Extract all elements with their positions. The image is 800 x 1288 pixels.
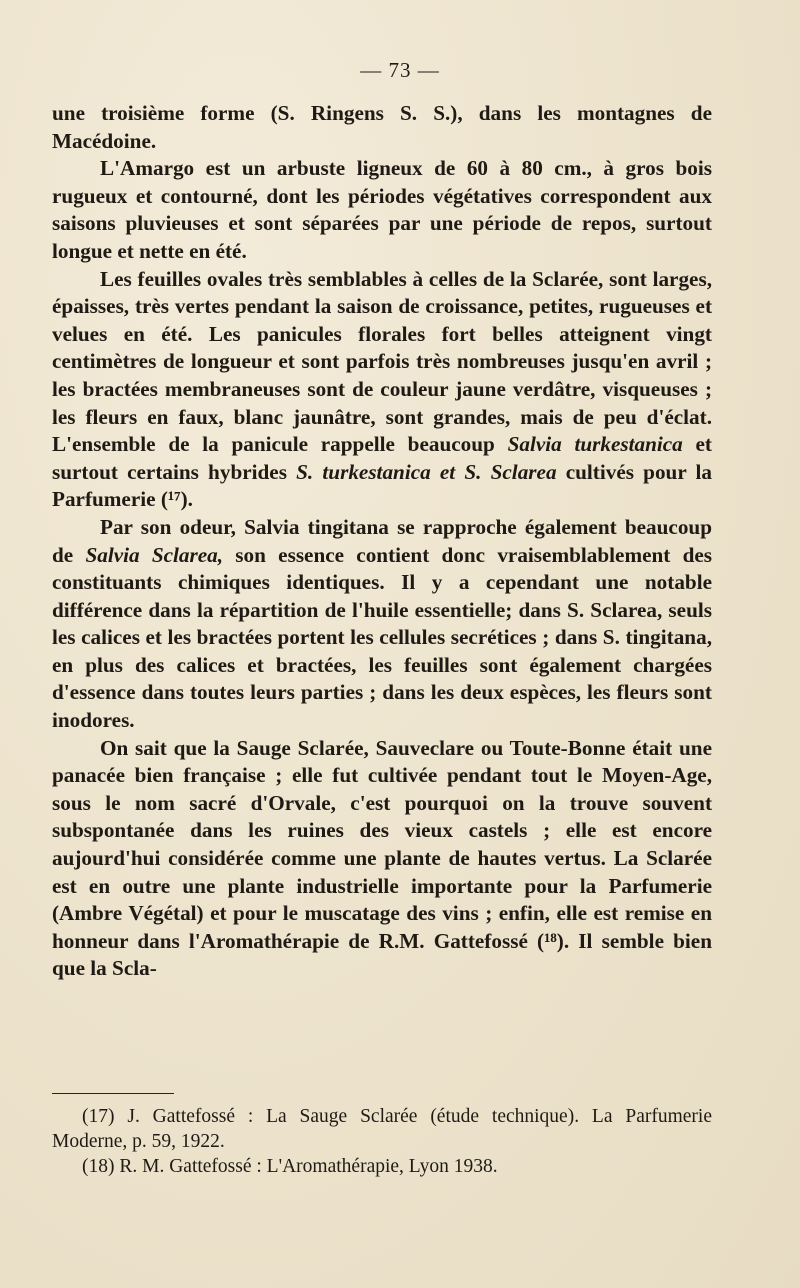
paragraph-1: une troisième forme (S. Ringens S. S.), dans les montagnes de Macédoine.: [52, 101, 712, 153]
paragraph-3-italic-2: S. turkestanica et S. Sclarea: [296, 459, 557, 484]
page-number: — 73 —: [360, 58, 440, 82]
footnotes: [52, 1104, 712, 1179]
paragraph-4-text-b: son essence contient donc vraisemblablement des constituants chimiques identiques. Il y a cependant une notable différence dans la répartition de l'huile essentielle; dans S. Sclarea, seuls les calices et les bractées portent les cellules secrétices ; dans S. tingitana, en plus des calices et bractées, les feuilles sont également chargées d'essence dans toutes leurs parties ; dans les deux espèces, les fleurs sont inodores.: [52, 542, 713, 733]
paragraph-3-text-b: et surtout certains hybrides: [52, 432, 712, 484]
paragraph-3-text-c: cultivés pour la Parfumerie (¹⁷).: [52, 459, 713, 512]
paragraph-3-italic-1: Salvia turkestanica: [507, 432, 683, 457]
paragraph-2: L'Amargo est un arbuste ligneux de 60 à 80 cm., à gros bois rugueux et contourné, dont les périodes végétatives correspondent aux saisons pluvieuses et sont séparées par une période de repos, surtout longue et nette en été.: [52, 156, 712, 263]
paragraph-3: [52, 266, 712, 514]
paragraph-5: On sait que la Sauge Sclarée, Sauveclare ou Toute-Bonne était une panacée bien française ; elle fut cultivée pendant tout le Moyen-Age, sous le nom sacré d'Orvale, c'est pourquoi on la trouve souvent subspontanée dans les ruines des vieux castels ; elle est encore aujourd'hui considérée comme une plante de hautes vertus. La Sclarée est en outre une plante industrielle importante pour la Parfumerie (Ambre Végétal) et pour le muscatage des vins ; enfin, elle est remise en honneur dans l'Aromathérapie de R.M. Gattefossé (¹⁸). Il semble bien que la Scla-: [52, 735, 712, 981]
paragraph-3-text-a: Les feuilles ovales très semblables à celles de la Sclarée, sont larges, épaisses, très vertes pendant la saison de croissance, petites, rugueuses et velues en été. Les panicules florales fort belles atteignent vingt centimètres de longueur et sont parfois très nombreuses jusqu'en avril ; les bractées membraneuses sont de couleur jaune verdâtre, visqueuses ; les fleurs en faux, blanc jaunâtre, sont grandes, mais de peu d'éclat. L'ensemble de la panicule rappelle beaucoup: [52, 266, 712, 457]
paragraph-4: [52, 514, 712, 735]
paragraph-4-text-a: Par son odeur, Salvia tingitana se rapproche également beaucoup de: [52, 514, 712, 567]
footnote-divider: [52, 1093, 174, 1094]
body-text: [52, 100, 712, 983]
paragraph-4-italic: Salvia Sclarea,: [85, 542, 224, 567]
footnote-17: (17) J. Gattefossé : La Sauge Sclarée (étude technique). La Parfumerie Moderne, p. 59, 1922.: [52, 1106, 712, 1152]
footnote-18: (18) R. M. Gattefossé : L'Aromathérapie, Lyon 1938.: [82, 1156, 498, 1177]
